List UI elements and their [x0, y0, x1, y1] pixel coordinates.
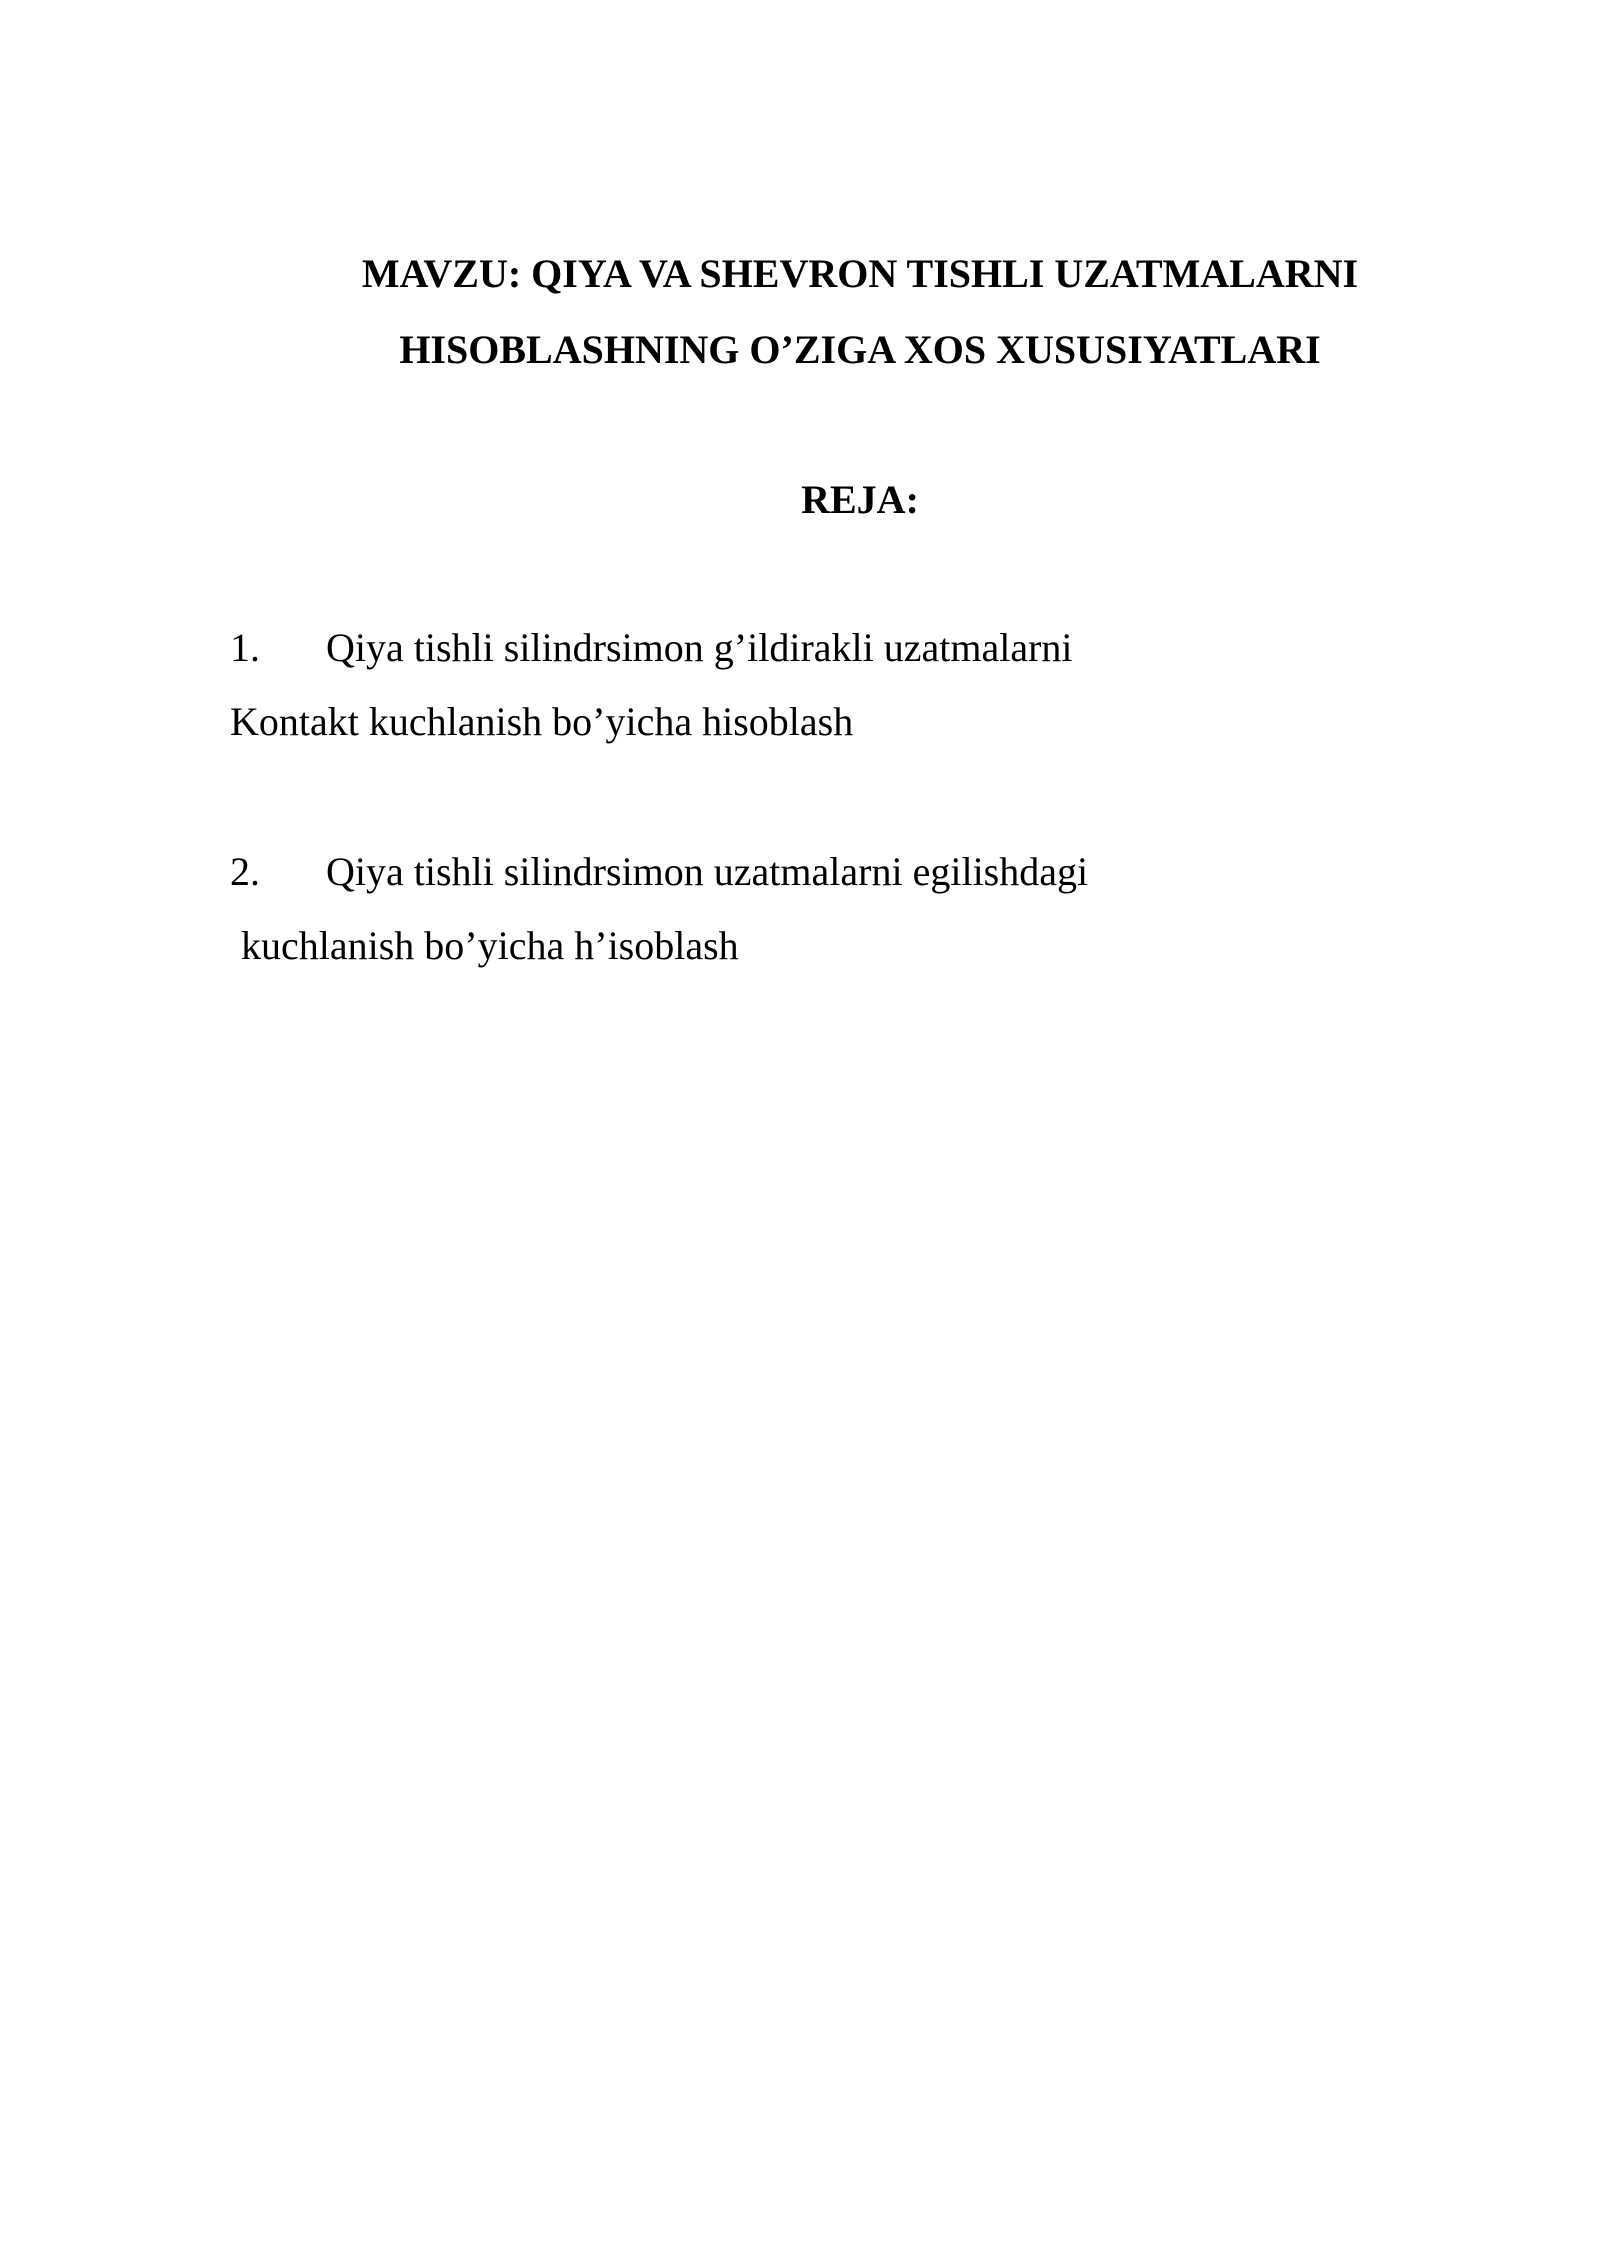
plan-item-2-first-line: [230, 835, 1088, 909]
plan-item-2: [230, 835, 1088, 983]
plan-item-1: [230, 611, 1073, 759]
document-title: [230, 236, 1490, 388]
plan-item-1-first-line: [230, 611, 1073, 685]
title-line-1: MAVZU: QIYA VA SHEVRON TISHLI UZATMALARNI: [361, 251, 1359, 296]
plan-heading: REJA:: [801, 477, 919, 522]
title-line-2: HISOBLASHNING O’ZIGA XOS XUSUSIYATLARI: [399, 327, 1321, 372]
plan-item-1-continuation: Kontakt kuchlanish bo’yicha hisoblash: [230, 699, 854, 744]
plan-item-2-text: Qiya tishli silindrsimon uzatmalarni egilishdagi: [326, 849, 1089, 894]
plan-item-1-text: Qiya tishli silindrsimon g’ildirakli uzatmalarni: [326, 625, 1073, 670]
plan-item-2-number: 2.: [230, 849, 260, 894]
plan-item-2-continuation: kuchlanish bo’yicha h’isoblash: [241, 923, 739, 968]
plan-item-1-number: 1.: [230, 625, 260, 670]
